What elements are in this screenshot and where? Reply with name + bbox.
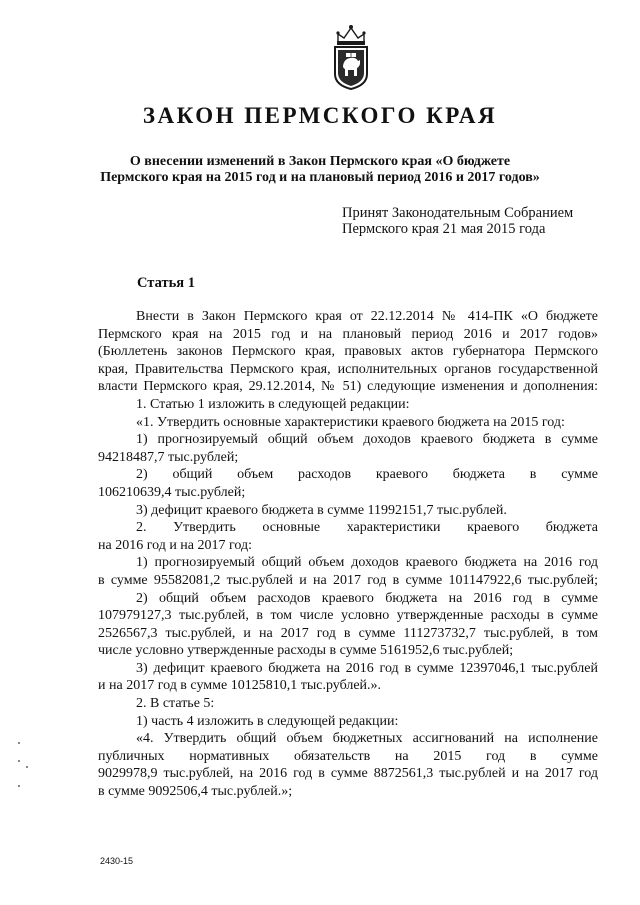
body-line: 1) прогнозируемый общий объем доходов краевого бюджета в сумме bbox=[136, 432, 598, 448]
scan-speck bbox=[18, 760, 20, 762]
subtitle-line: Пермского края на 2015 год и на плановый период 2016 и 2017 годов» bbox=[100, 170, 540, 185]
law-subtitle bbox=[0, 154, 640, 186]
body-line: 2526567,3 тыс.рублей, и на 2017 год в сумме 111273732,7 тыс.рублей, в том bbox=[98, 625, 598, 641]
body-line: (Бюллетень законов Пермского края, правовых актов губернатора Пермского bbox=[98, 344, 598, 360]
adoption-line: Пермского края 21 мая 2015 года bbox=[342, 221, 546, 237]
article-heading: Статья 1 bbox=[137, 275, 195, 291]
body-line: 2) общий объем расходов краевого бюджета на 2016 год в сумме bbox=[136, 590, 598, 606]
body-line: Пермского края на 2015 год и на плановый период 2016 и 2017 годов» bbox=[98, 326, 598, 342]
coat-of-arms-icon bbox=[326, 22, 376, 90]
body-line: 94218487,7 тыс.рублей; bbox=[98, 449, 239, 465]
body-line: 9029978,9 тыс.рублей, на 2016 год в сумме 8872561,3 тыс.рублей и на 2017 год bbox=[98, 766, 598, 782]
adoption-line: Принят Законодательным Собранием bbox=[342, 205, 574, 221]
body-line: «1. Утвердить основные характеристики краевого бюджета на 2015 год: bbox=[136, 414, 565, 430]
law-title: ЗАКОН ПЕРМСКОГО КРАЯ bbox=[142, 103, 498, 128]
adoption-note bbox=[342, 205, 573, 237]
body-line: публичных нормативных обязательств на 2015 год в сумме bbox=[98, 748, 598, 764]
body-line: 3) дефицит краевого бюджета в сумме 11992151,7 тыс.рублей. bbox=[136, 502, 507, 518]
article-body bbox=[98, 308, 598, 801]
body-line: власти Пермского края, 29.12.2014, № 51) следующие изменения и дополнения: bbox=[98, 379, 598, 395]
scan-speck bbox=[26, 766, 28, 768]
body-line: 107979127,3 тыс.рублей, в том числе условно утвержденные расходы в сумме bbox=[98, 608, 598, 624]
document-code: 2430-15 bbox=[100, 856, 134, 866]
body-line: на 2016 год и на 2017 год: bbox=[98, 537, 253, 553]
body-line: в сумме 95582081,2 тыс.рублей и на 2017 год в сумме 101147922,6 тыс.рублей; bbox=[98, 572, 598, 588]
body-line: и на 2017 год в сумме 10125810,1 тыс.рублей.». bbox=[98, 678, 382, 694]
body-line: 106210639,4 тыс.рублей; bbox=[98, 484, 246, 500]
scan-speck bbox=[18, 785, 20, 787]
body-line: 2) общий объем расходов краевого бюджета в сумме bbox=[136, 467, 598, 483]
body-line: края, Правительства Пермского края, исполнительных органов государственной bbox=[98, 361, 598, 377]
body-line: в сумме 9092506,4 тыс.рублей.»; bbox=[98, 784, 293, 800]
body-line: «4. Утвердить общий объем бюджетных ассигнований на исполнение bbox=[136, 731, 598, 747]
body-line: числе условно утвержденные расходы в сумме 5161952,6 тыс.рублей; bbox=[98, 643, 514, 659]
scan-speck bbox=[18, 742, 20, 744]
subtitle-line: О внесении изменений в Закон Пермского края «О бюджете bbox=[129, 154, 511, 169]
body-line: 2. В статье 5: bbox=[136, 696, 215, 712]
body-line: 1. Статью 1 изложить в следующей редакции: bbox=[136, 396, 410, 412]
body-line: 1) часть 4 изложить в следующей редакции: bbox=[136, 713, 399, 729]
body-line: 3) дефицит краевого бюджета на 2016 год в сумме 12397046,1 тыс.рублей bbox=[136, 660, 598, 676]
body-line: 2. Утвердить основные характеристики краевого бюджета bbox=[136, 520, 598, 536]
body-line: 1) прогнозируемый общий объем доходов краевого бюджета на 2016 год bbox=[136, 555, 598, 571]
body-line: Внести в Закон Пермского края от 22.12.2014 № 414-ПК «О бюджете bbox=[136, 309, 598, 324]
